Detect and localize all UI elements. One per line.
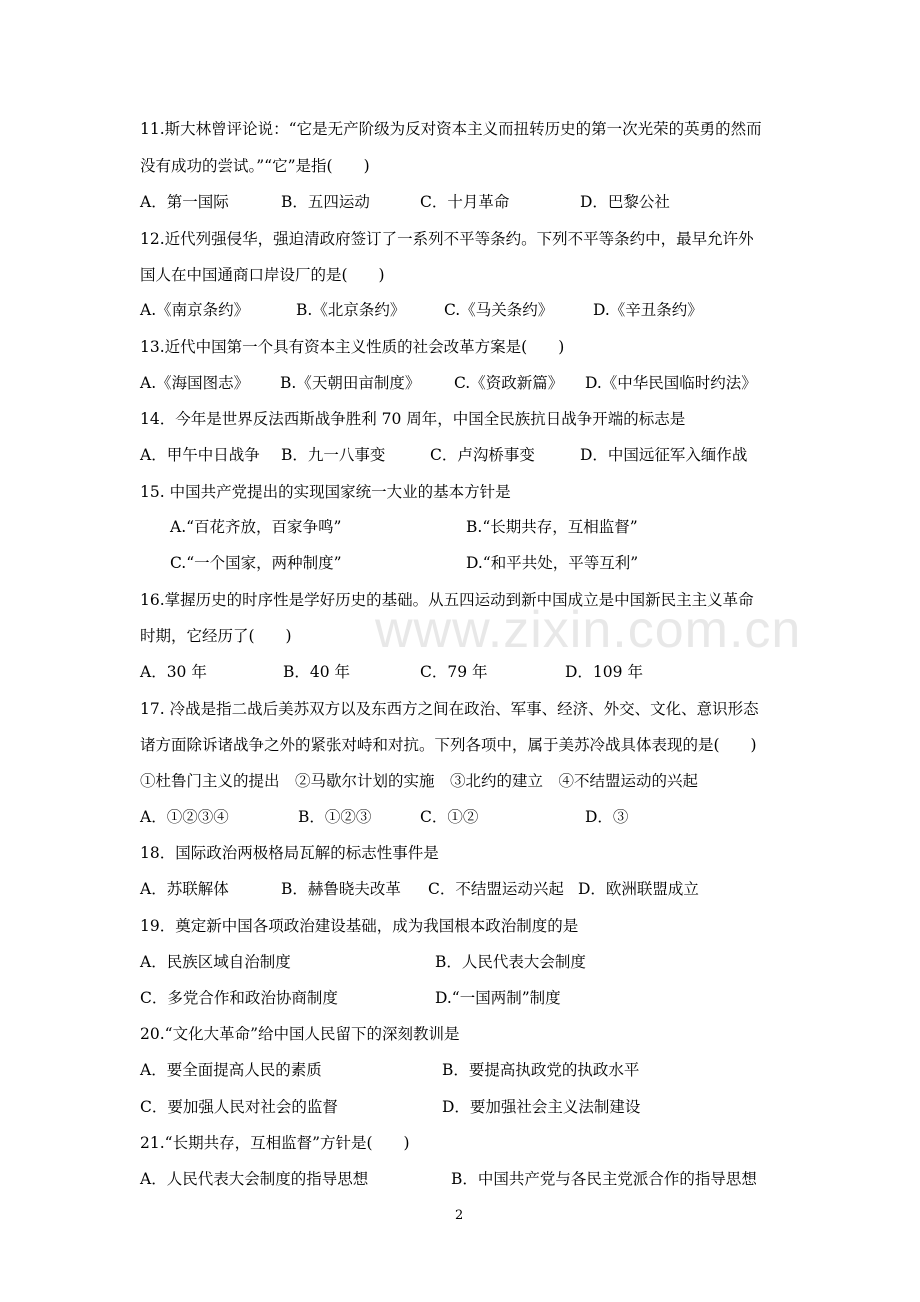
q16-option-c: C．79 年 bbox=[420, 663, 488, 681]
q12-stem-line1: 12.近代列强侵华，强迫清政府签订了一系列不平等条约。下列不平等条约中，最早允许外 bbox=[140, 230, 754, 248]
q11-option-b: B．五四运动 bbox=[281, 193, 370, 211]
q19-option-b: B．人民代表大会制度 bbox=[435, 953, 586, 971]
q12-option-b: B.《北京条约》 bbox=[296, 301, 406, 319]
q11-option-a: A．第一国际 bbox=[140, 193, 229, 211]
q20-option-a: A．要全面提高人民的素质 bbox=[140, 1061, 322, 1079]
q16-option-b: B．40 年 bbox=[283, 663, 351, 681]
q18-stem: 18．国际政治两极格局瓦解的标志性事件是 bbox=[140, 844, 439, 862]
q17-stem-line1: 17. 冷战是指二战后美苏双方以及东西方之间在政治、军事、经济、外交、文化、意识形态 bbox=[140, 700, 759, 718]
q20-option-d: D．要加强社会主义法制建设 bbox=[442, 1098, 641, 1116]
q13-option-b: B.《天朝田亩制度》 bbox=[280, 374, 421, 392]
q12-stem-line2: 国人在中国通商口岸设厂的是( ) bbox=[140, 266, 385, 284]
q14-option-b: B．九一八事变 bbox=[281, 446, 386, 464]
q16-option-a: A．30 年 bbox=[140, 663, 207, 681]
q21-stem: 21.“长期共存，互相监督”方针是( ) bbox=[140, 1134, 410, 1152]
q17-option-a: A．①②③④ bbox=[140, 808, 229, 826]
q12-option-a: A.《南京条约》 bbox=[140, 301, 250, 319]
q21-option-a: A．人民代表大会制度的指导思想 bbox=[140, 1170, 369, 1188]
q11-stem-line2: 没有成功的尝试。”“它”是指( ) bbox=[140, 157, 370, 175]
q15-option-c: C.“一个国家，两种制度” bbox=[170, 554, 342, 572]
q16-stem-line1: 16.掌握历史的时序性是学好历史的基础。从五四运动到新中国成立是中国新民主主义革命 bbox=[140, 591, 754, 609]
q21-option-b: B．中国共产党与各民主党派合作的指导思想 bbox=[451, 1170, 757, 1188]
q16-stem-line2: 时期，它经历了( ) bbox=[140, 627, 292, 645]
q14-stem: 14．今年是世界反法西斯战争胜利 70 周年，中国全民族抗日战争开端的标志是 bbox=[140, 410, 686, 428]
q14-option-d: D．中国远征军入缅作战 bbox=[580, 446, 748, 464]
q11-option-c: C．十月革命 bbox=[420, 193, 510, 211]
q13-option-c: C.《资政新篇》 bbox=[454, 374, 564, 392]
q15-option-a: A.“百花齐放，百家争鸣” bbox=[170, 518, 342, 536]
q14-option-c: C．卢沟桥事变 bbox=[430, 446, 535, 464]
q18-option-a: A．苏联解体 bbox=[140, 880, 229, 898]
page-number: 2 bbox=[455, 1208, 464, 1223]
q15-stem: 15. 中国共产党提出的实现国家统一大业的基本方针是 bbox=[140, 483, 511, 501]
q20-option-b: B．要提高执政党的执政水平 bbox=[442, 1061, 640, 1079]
q12-option-c: C.《马关条约》 bbox=[444, 301, 554, 319]
q15-option-b: B.“长期共存，互相监督” bbox=[466, 518, 638, 536]
q11-stem-line1: 11.斯大林曾评论说：“它是无产阶级为反对资本主义而扭转历史的第一次光荣的英勇的然而 bbox=[140, 120, 762, 138]
q11-option-d: D．巴黎公社 bbox=[580, 193, 670, 211]
watermark: www.zixin.com.cn bbox=[375, 601, 802, 659]
q13-option-d: D.《中华民国临时约法》 bbox=[585, 374, 757, 392]
q17-option-b: B．①②③ bbox=[298, 808, 372, 826]
q16-option-d: D．109 年 bbox=[565, 663, 643, 681]
q20-stem: 20.“文化大革命”给中国人民留下的深刻教训是 bbox=[140, 1025, 460, 1043]
q12-option-d: D.《辛丑条约》 bbox=[593, 301, 703, 319]
q14-option-a: A．甲午中日战争 bbox=[140, 446, 260, 464]
q17-stem-line3: ①杜鲁门主义的提出 ②马歇尔计划的实施 ③北约的建立 ④不结盟运动的兴起 bbox=[140, 772, 699, 790]
q20-option-c: C．要加强人民对社会的监督 bbox=[140, 1098, 338, 1116]
q13-option-a: A.《海国图志》 bbox=[140, 374, 250, 392]
q19-option-c: C．多党合作和政治协商制度 bbox=[140, 989, 338, 1007]
q17-option-c: C．①② bbox=[420, 808, 479, 826]
q15-option-d: D.“和平共处，平等互利” bbox=[466, 554, 639, 572]
q19-option-a: A．民族区域自治制度 bbox=[140, 953, 291, 971]
q18-option-b: B．赫鲁晓夫改革 bbox=[281, 880, 401, 898]
q17-stem-line2: 诸方面除诉诸战争之外的紧张对峙和对抗。下列各项中，属于美苏冷战具体表现的是( ) bbox=[140, 736, 757, 754]
q19-option-d: D.“一国两制”制度 bbox=[435, 989, 561, 1007]
q17-option-d: D．③ bbox=[585, 808, 629, 826]
q18-option-d: D．欧洲联盟成立 bbox=[578, 880, 699, 898]
q13-stem: 13.近代中国第一个具有资本主义性质的社会改革方案是( ) bbox=[140, 338, 565, 356]
q18-option-c: C．不结盟运动兴起 bbox=[428, 880, 564, 898]
q19-stem: 19．奠定新中国各项政治建设基础，成为我国根本政治制度的是 bbox=[140, 917, 579, 935]
